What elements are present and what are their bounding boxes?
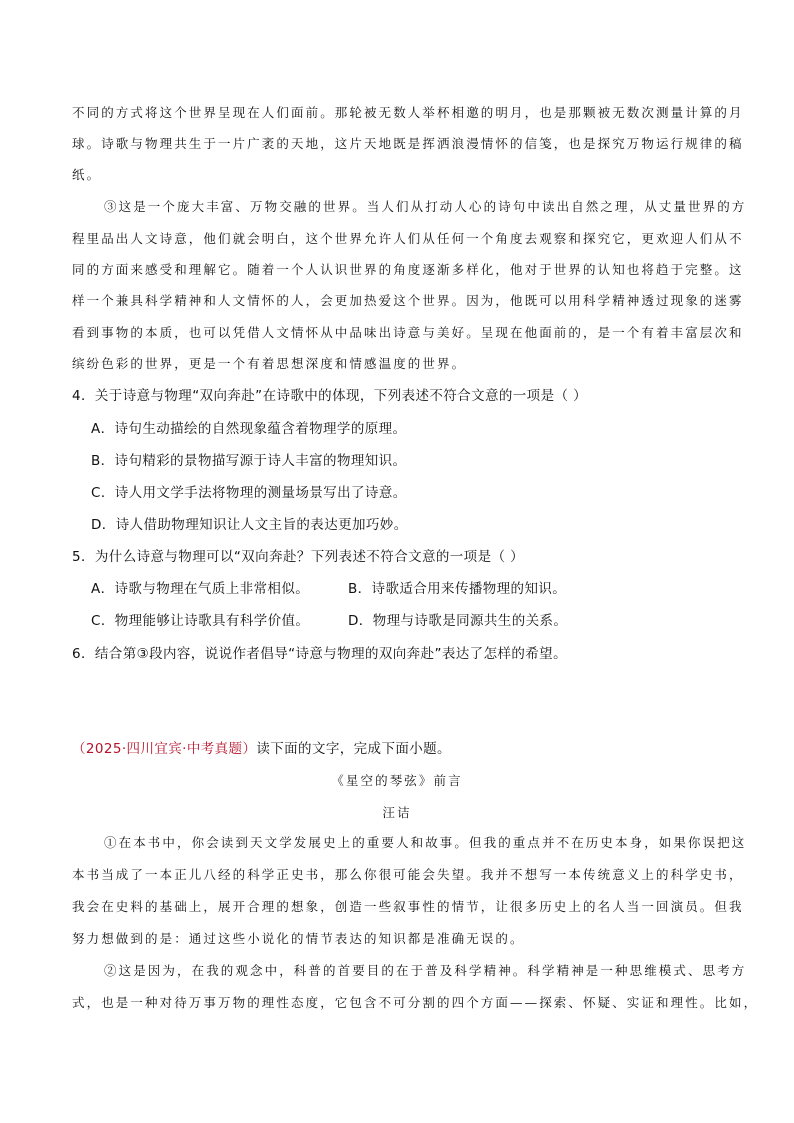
question-5-option-c: C．物理能够让诗歌具有科学价值。 (91, 613, 310, 629)
passage2-header (72, 740, 722, 758)
question-5-option-b: B．诗歌适合用来传播物理的知识。 (348, 581, 567, 597)
question-4-option-d: D．诗人借助物理知识让人文主旨的表达更加巧妙。 (91, 517, 408, 533)
para3-line-2: 程里品出人文诗意，他们就会明白，这个世界允许人们从任何一个角度去观察和探究它，更欢迎人们从不 (72, 231, 744, 246)
para3-line-5: 看到事物的本质，也可以凭借人文情怀从中品味出诗意与美好。呈现在他面前的，是一个有着丰富层次和 (72, 325, 744, 340)
question-4-stem: 4．关于诗意与物理“双向奔赴”在诗歌中的体现，下列表述不符合文意的一项是（ ） (72, 388, 587, 404)
passage2-para1-line-3: 我会在史料的基础上，展开合理的想象，创造一些叙事性的情节，让很多历史上的名人当一回演员。但我 (72, 899, 744, 914)
passage1-line-3: 纸。 (72, 167, 102, 182)
para3-line-3: 同的方面来感受和理解它。随着一个人认识世界的角度逐渐多样化，他对于世界的认知也将趋于完整。这 (72, 262, 744, 277)
question-5-option-d: D．物理与诗歌是同源共生的关系。 (348, 613, 568, 629)
question-5-stem: 5．为什么诗意与物理可以“双向奔赴？下列表述不符合文意的一项是（ ） (72, 549, 524, 565)
passage2-instruction: 读下面的文字，完成下面小题。 (256, 741, 451, 757)
question-4-option-b: B．诗句精彩的景物描写源于诗人丰富的物理知识。 (91, 453, 407, 469)
passage2-para1-line-1: ①在本书中，你会读到天文学发展史上的重要人和故事。但我的重点并不在历史本身，如果你误把这 (104, 835, 747, 850)
question-5-option-a: A．诗歌与物理在气质上非常相似。 (91, 581, 310, 597)
para3-line-1: ③这是一个庞大丰富、万物交融的世界。当人们从打动人心的诗句中读出自然之理，从丈量世界的方 (104, 199, 747, 214)
passage2-title: 《星空的琴弦》前言 (331, 773, 463, 788)
source-tag: （2025·四川宜宾·中考真题） (72, 741, 257, 757)
passage2-para2-line-2: 式，也是一种对待万事万物的理性态度，它包含不可分割的四个方面——探索、怀疑、实证和理性。比如， (72, 995, 759, 1010)
para3-line-4: 样一个兼具科学精神和人文情怀的人，会更加热爱这个世界。因为，他既可以用科学精神透过现象的迷雾 (72, 293, 744, 308)
passage1-line-1: 不同的方式将这个世界呈现在人们面前。那轮被无数人举杯相邀的明月，也是那颗被无数次测量计算的月 (72, 105, 744, 120)
passage1-line-2: 球。诗歌与物理共生于一片广袤的天地，这片天地既是挥洒浪漫情怀的信笺，也是探究万物运行规律的稿 (72, 136, 744, 151)
passage2-para1-line-2: 本书当成了一本正儿八经的科学正史书，那么你很可能会失望。我并不想写一本传统意义上的科学史书， (72, 867, 744, 882)
passage2-author: 汪诘 (382, 805, 412, 820)
para3-line-6: 缤纷色彩的世界，更是一个有着思想深度和情感温度的世界。 (72, 356, 467, 371)
passage2-para1-line-4: 努力想做到的是：通过这些小说化的情节表达的知识都是准确无误的。 (72, 931, 525, 946)
passage2-para2-line-1: ②这是因为，在我的观念中，科普的首要目的在于普及科学精神。科学精神是一种思维模式、思考方 (104, 963, 747, 978)
question-6-stem: 6．结合第③段内容，说说作者倡导“诗意与物理的双向奔赴”表达了怎样的希望。 (72, 646, 567, 662)
question-4-option-c: C．诗人用文学手法将物理的测量场景写出了诗意。 (91, 485, 407, 501)
question-4-option-a: A．诗句生动描绘的自然现象蕴含着物理学的原理。 (91, 421, 407, 437)
